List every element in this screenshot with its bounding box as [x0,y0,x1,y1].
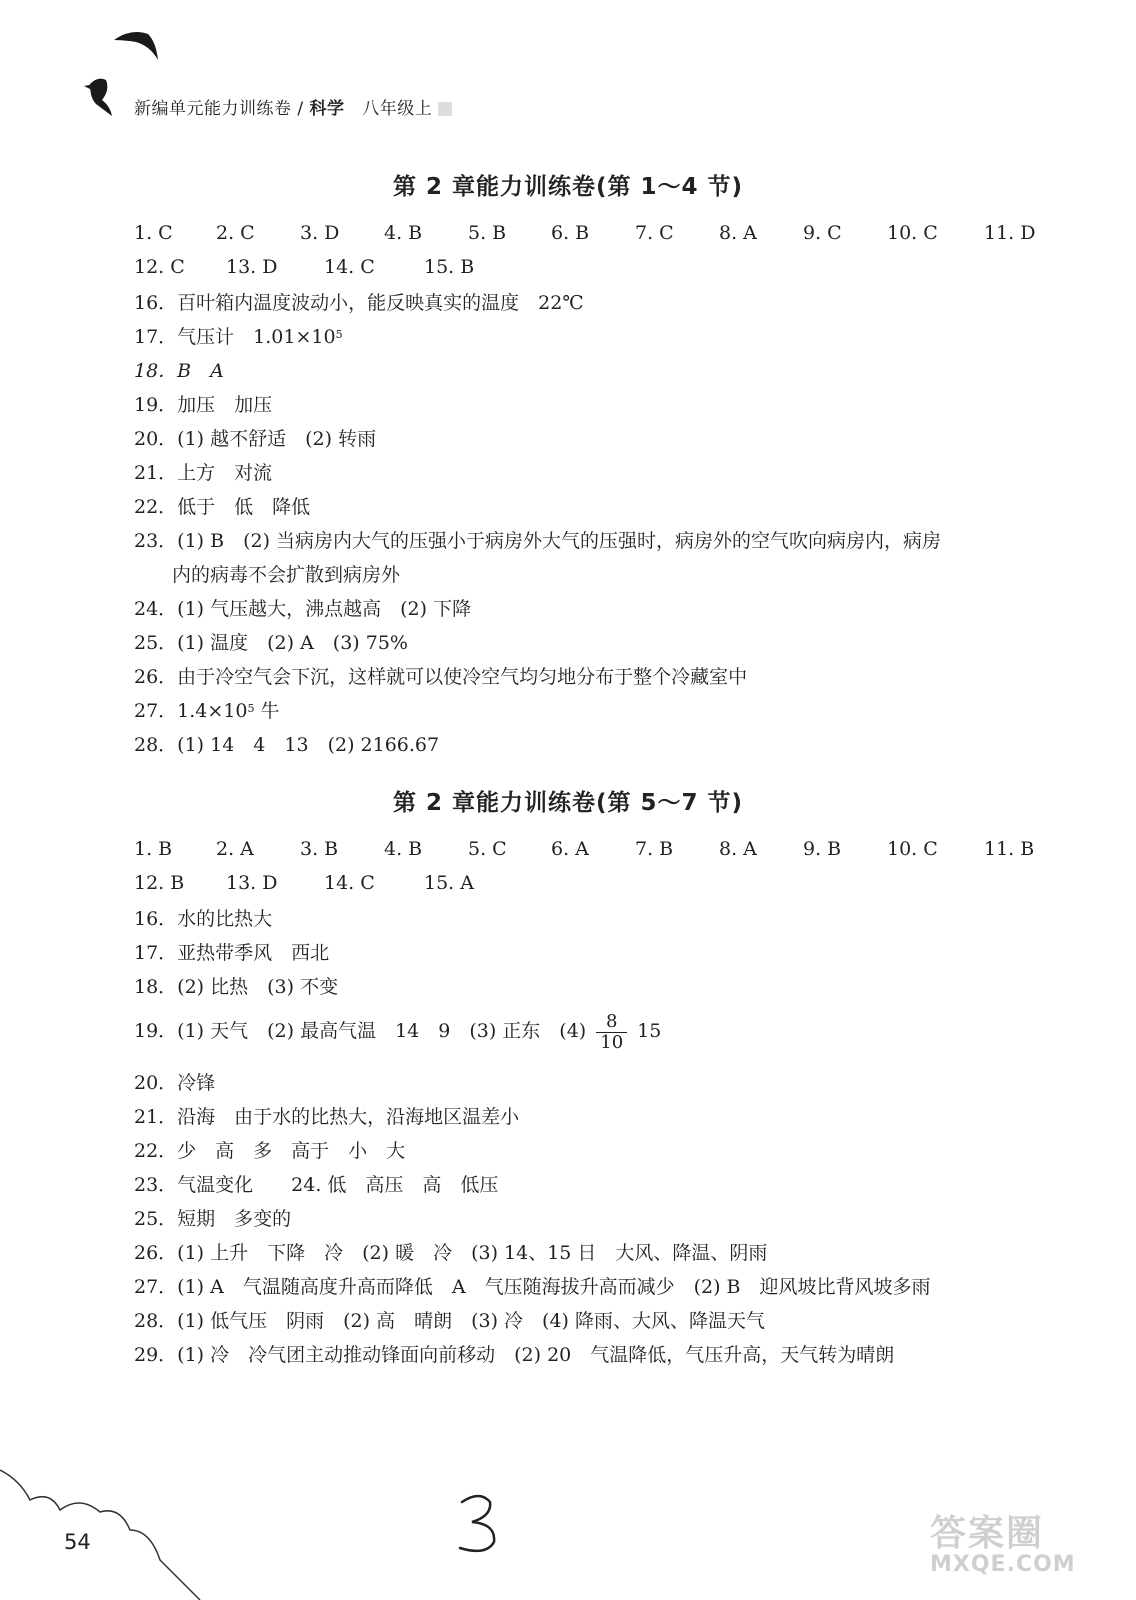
answer-line: 29．(1) 冷 冷气团主动推动锋面向前移动 (2) 20 气温降低，气压升高，天气转为晴朗 [134,1344,895,1366]
mc-answer: 1. B [134,838,173,860]
answer-line: 17．亚热带季风 西北 [134,942,330,964]
mc-answer: 9. B [803,838,842,860]
header-grade: 八年级上 [362,99,433,119]
fraction-denominator: 10 [600,1031,624,1053]
mc-answer: 8. A [719,222,757,244]
mc-answer: 7. B [635,838,674,860]
fraction-numerator: 8 [596,1012,627,1033]
answer-line [134,324,343,350]
mc-answer: 3. D [300,222,340,244]
header-series: 新编单元能力训练卷 [134,99,292,119]
section-1-mc-row-1 [134,222,1040,248]
header-subject: 科学 [309,99,345,119]
answer-line: 18．(2) 比热 (3) 不变 [134,976,339,998]
mc-answer: 9. C [803,222,842,244]
mc-answer: 2. A [216,838,254,860]
page-number: 54 [64,1530,91,1554]
mc-answer: 14. C [324,872,375,894]
answer-text: 27．1.4×10 [134,700,248,722]
mc-answer: 5. C [468,838,507,860]
answer-line: 21．沿海 由于水的比热大，沿海地区温差小 [134,1106,520,1128]
answer-line: 24．(1) 气压越大，沸点越高 (2) 下降 [134,598,472,620]
mc-answer: 10. C [887,222,938,244]
header-square-icon [438,102,452,116]
answer-line [134,698,280,724]
section-2-title: 第 2 章能力训练卷(第 5～7 节) [392,790,744,816]
answer-line: 25．短期 多变的 [134,1208,292,1230]
answer-line [134,1008,661,1054]
answer-line: 28．(1) 14 4 13 (2) 2166.67 [134,734,440,756]
handwritten-three-icon [450,1490,510,1560]
answer-line: 25．(1) 温度 (2) A (3) 75% [134,632,408,654]
section-2-mc-row-1 [134,838,1040,864]
mc-answer: 6. A [551,838,589,860]
answer-line: 20．(1) 越不舒适 (2) 转雨 [134,428,377,450]
mc-answer: 13. D [226,256,278,278]
mc-answer: 15. A [424,872,474,894]
mc-answer: 1. C [134,222,173,244]
section-1-title: 第 2 章能力训练卷(第 1～4 节) [392,174,744,200]
answer-line: 16．水的比热大 [134,908,273,930]
mc-answer: 3. B [300,838,339,860]
answer-line: 19．加压 加压 [134,394,273,416]
answer-line: 21．上方 对流 [134,462,273,484]
superscript: 5 [335,328,343,341]
mc-answer: 10. C [887,838,938,860]
answer-line: 28．(1) 低气压 阴雨 (2) 高 晴朗 (3) 冷 (4) 降雨、大风、降温天气 [134,1310,765,1332]
mc-answer: 2. C [216,222,255,244]
mc-answer: 6. B [551,222,590,244]
mc-answer: 13. D [226,872,278,894]
answer-line: 26．由于冷空气会下沉，这样就可以使冷空气均匀地分布于整个冷藏室中 [134,666,748,688]
answer-line: 27．(1) A 气温随高度升高而降低 A 气压随海拔升高而减少 (2) B 迎风坡比背风坡多雨 [134,1276,931,1298]
mc-answer: 4. B [384,838,423,860]
mc-answer: 5. B [468,222,507,244]
answer-line: 22．少 高 多 高于 小 大 [134,1140,406,1162]
answer-line: 16．百叶箱内温度波动小，能反映真实的温度 22℃ [134,292,584,314]
mc-answer: 12. C [134,256,185,278]
answer-line: 20．冷锋 [134,1072,216,1094]
superscript: 5 [247,702,255,715]
answer-line: 23．(1) B (2) 当病房内大气的压强小于病房外大气的压强时，病房外的空气吹向病房内，病房 [134,530,942,552]
answer-text: 17．气压计 1.01×10 [134,326,336,348]
mc-answer: 4. B [384,222,423,244]
page-header [76,20,536,130]
watermark [930,1505,1076,1577]
mc-answer: 12. B [134,872,185,894]
header-title [134,94,452,119]
fraction [596,1012,627,1053]
header-separator: / [297,99,304,119]
answer-text: 15 [637,1020,662,1042]
answer-line: 26．(1) 上升 下降 冷 (2) 暖 冷 (3) 14、15 日 大风、降温、阴雨 [134,1242,768,1264]
mc-answer: 8. A [719,838,757,860]
answer-text: 牛 [260,700,280,722]
watermark-title: 答案圈 [930,1513,1045,1554]
mc-answer: 7. C [635,222,674,244]
answer-line: 23．气温变化 24. 低 高压 高 低压 [134,1174,499,1196]
cloud-outline-icon [0,1440,240,1600]
section-1-mc-row-2 [134,256,1040,282]
answer-line: 22．低于 低 降低 [134,496,311,518]
section-2-mc-row-2 [134,872,1040,898]
mc-answer: 11. D [984,222,1036,244]
answer-line-continuation: 内的病毒不会扩散到病房外 [172,564,401,586]
mc-answer: 11. B [984,838,1035,860]
answer-line: 18．B A [134,360,224,382]
watermark-url: MXQE.COM [930,1552,1076,1577]
answer-text: 19．(1) 天气 (2) 最高气温 14 9 (3) 正东 (4) [134,1020,587,1042]
mc-answer: 15. B [424,256,475,278]
mc-answer: 14. C [324,256,375,278]
